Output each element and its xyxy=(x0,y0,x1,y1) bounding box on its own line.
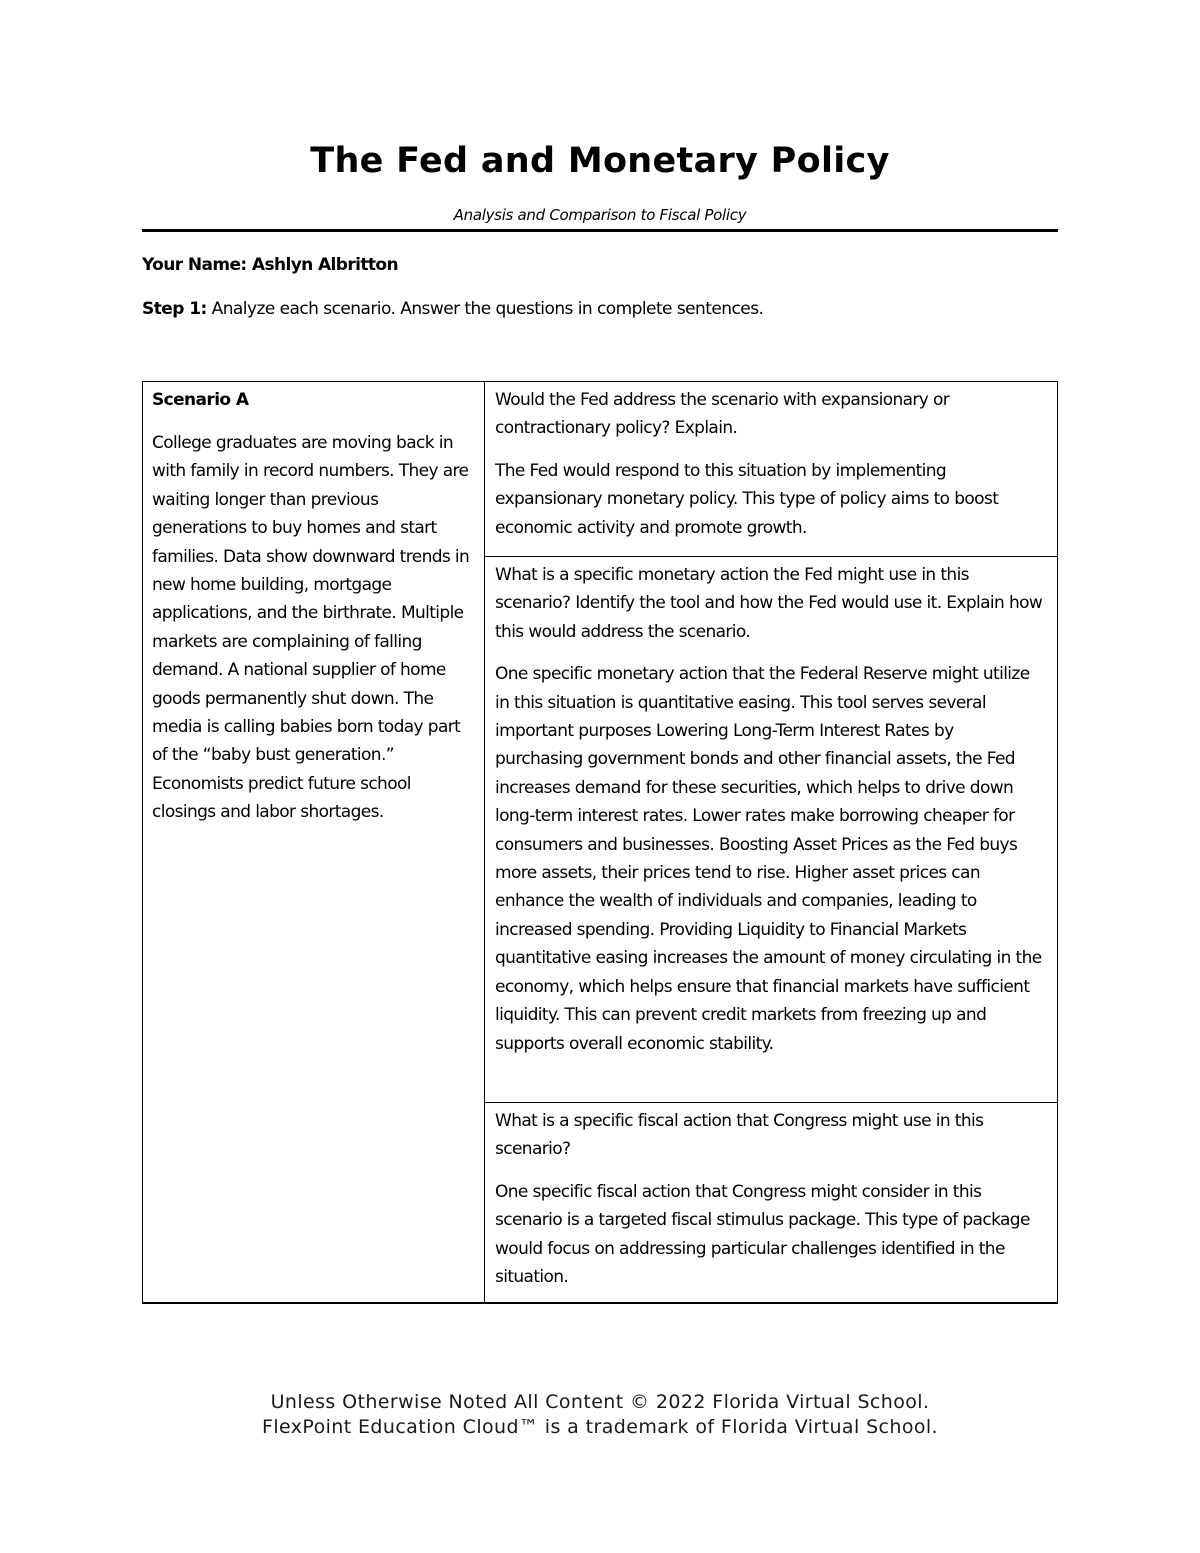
question-text: What is a specific fiscal action that Congress might use in this scenario? xyxy=(495,1111,984,1160)
scenario-table xyxy=(142,381,1058,1304)
answer-text: One specific fiscal action that Congress might consider in this scenario is a targeted fiscal stimulus package. This type of package would focus on addressing particular challenges identified in the situation. xyxy=(495,1181,1030,1288)
footer-trademark: FlexPoint Education Cloud™ is a trademark of Florida Virtual School. xyxy=(262,1416,938,1438)
answer-text: The Fed would respond to this situation by implementing expansionary monetary policy. This type of policy aims to boost economic activity and promote growth. xyxy=(495,460,999,538)
question-cell-fiscal-action xyxy=(485,1103,1057,1302)
document-subtitle: Analysis and Comparison to Fiscal Policy xyxy=(453,206,747,224)
footer-copyright: Unless Otherwise Noted All Content © 2022 Florida Virtual School. xyxy=(270,1391,930,1413)
step-label: Step 1: xyxy=(142,299,207,319)
student-name-line: Your Name: Ashlyn Albritton xyxy=(142,255,398,275)
scenario-title: Scenario A xyxy=(152,390,249,410)
scenario-cell xyxy=(143,382,485,1302)
step-instruction xyxy=(142,297,763,321)
scenario-description: College graduates are moving back in with family in record numbers. They are waiting longer than previous generations to buy homes and start families. Data show downward trends in new home building, mortgage applications, and the birthrate. Multiple markets are complaining of falling demand. A national supplier of home goods permanently shut down. The media is calling babies born today part of the “baby bust generation.” Economists predict future school closings and labor shortages. xyxy=(152,433,470,823)
page-footer xyxy=(100,1390,1100,1440)
answer-text: One specific monetary action that the Federal Reserve might utilize in this situation is quantitative easing. This tool serves several important purposes Lowering Long-Term Interest Rates by purchasing government bonds and other financial assets, the Fed increases demand for these securities, which helps to drive down long-term interest rates. Lower rates make borrowing cheaper for consumers and businesses. Boosting Asset Prices as the Fed buys more assets, their prices tend to rise. Higher asset prices can enhance the wealth of individuals and companies, leading to increased spending. Providing Liquidity to Financial Markets quantitative easing increases the amount of money circulating in the economy, which helps ensure that financial markets have sufficient liquidity. This can prevent credit markets from freezing up and supports overall economic stability. xyxy=(495,664,1042,1054)
question-cell-policy-type xyxy=(485,382,1057,557)
question-text: What is a specific monetary action the Fed might use in this scenario? Identify the tool and how the Fed would use it. Explain how this would address the scenario. xyxy=(495,565,1043,642)
question-text: Would the Fed address the scenario with expansionary or contractionary policy? Explain. xyxy=(495,390,950,439)
question-cell-monetary-action xyxy=(485,557,1057,1103)
document-title: The Fed and Monetary Policy xyxy=(310,141,890,181)
questions-column xyxy=(485,382,1057,1302)
step-text: Analyze each scenario. Answer the questions in complete sentences. xyxy=(206,299,764,319)
title-rule xyxy=(142,229,1058,232)
